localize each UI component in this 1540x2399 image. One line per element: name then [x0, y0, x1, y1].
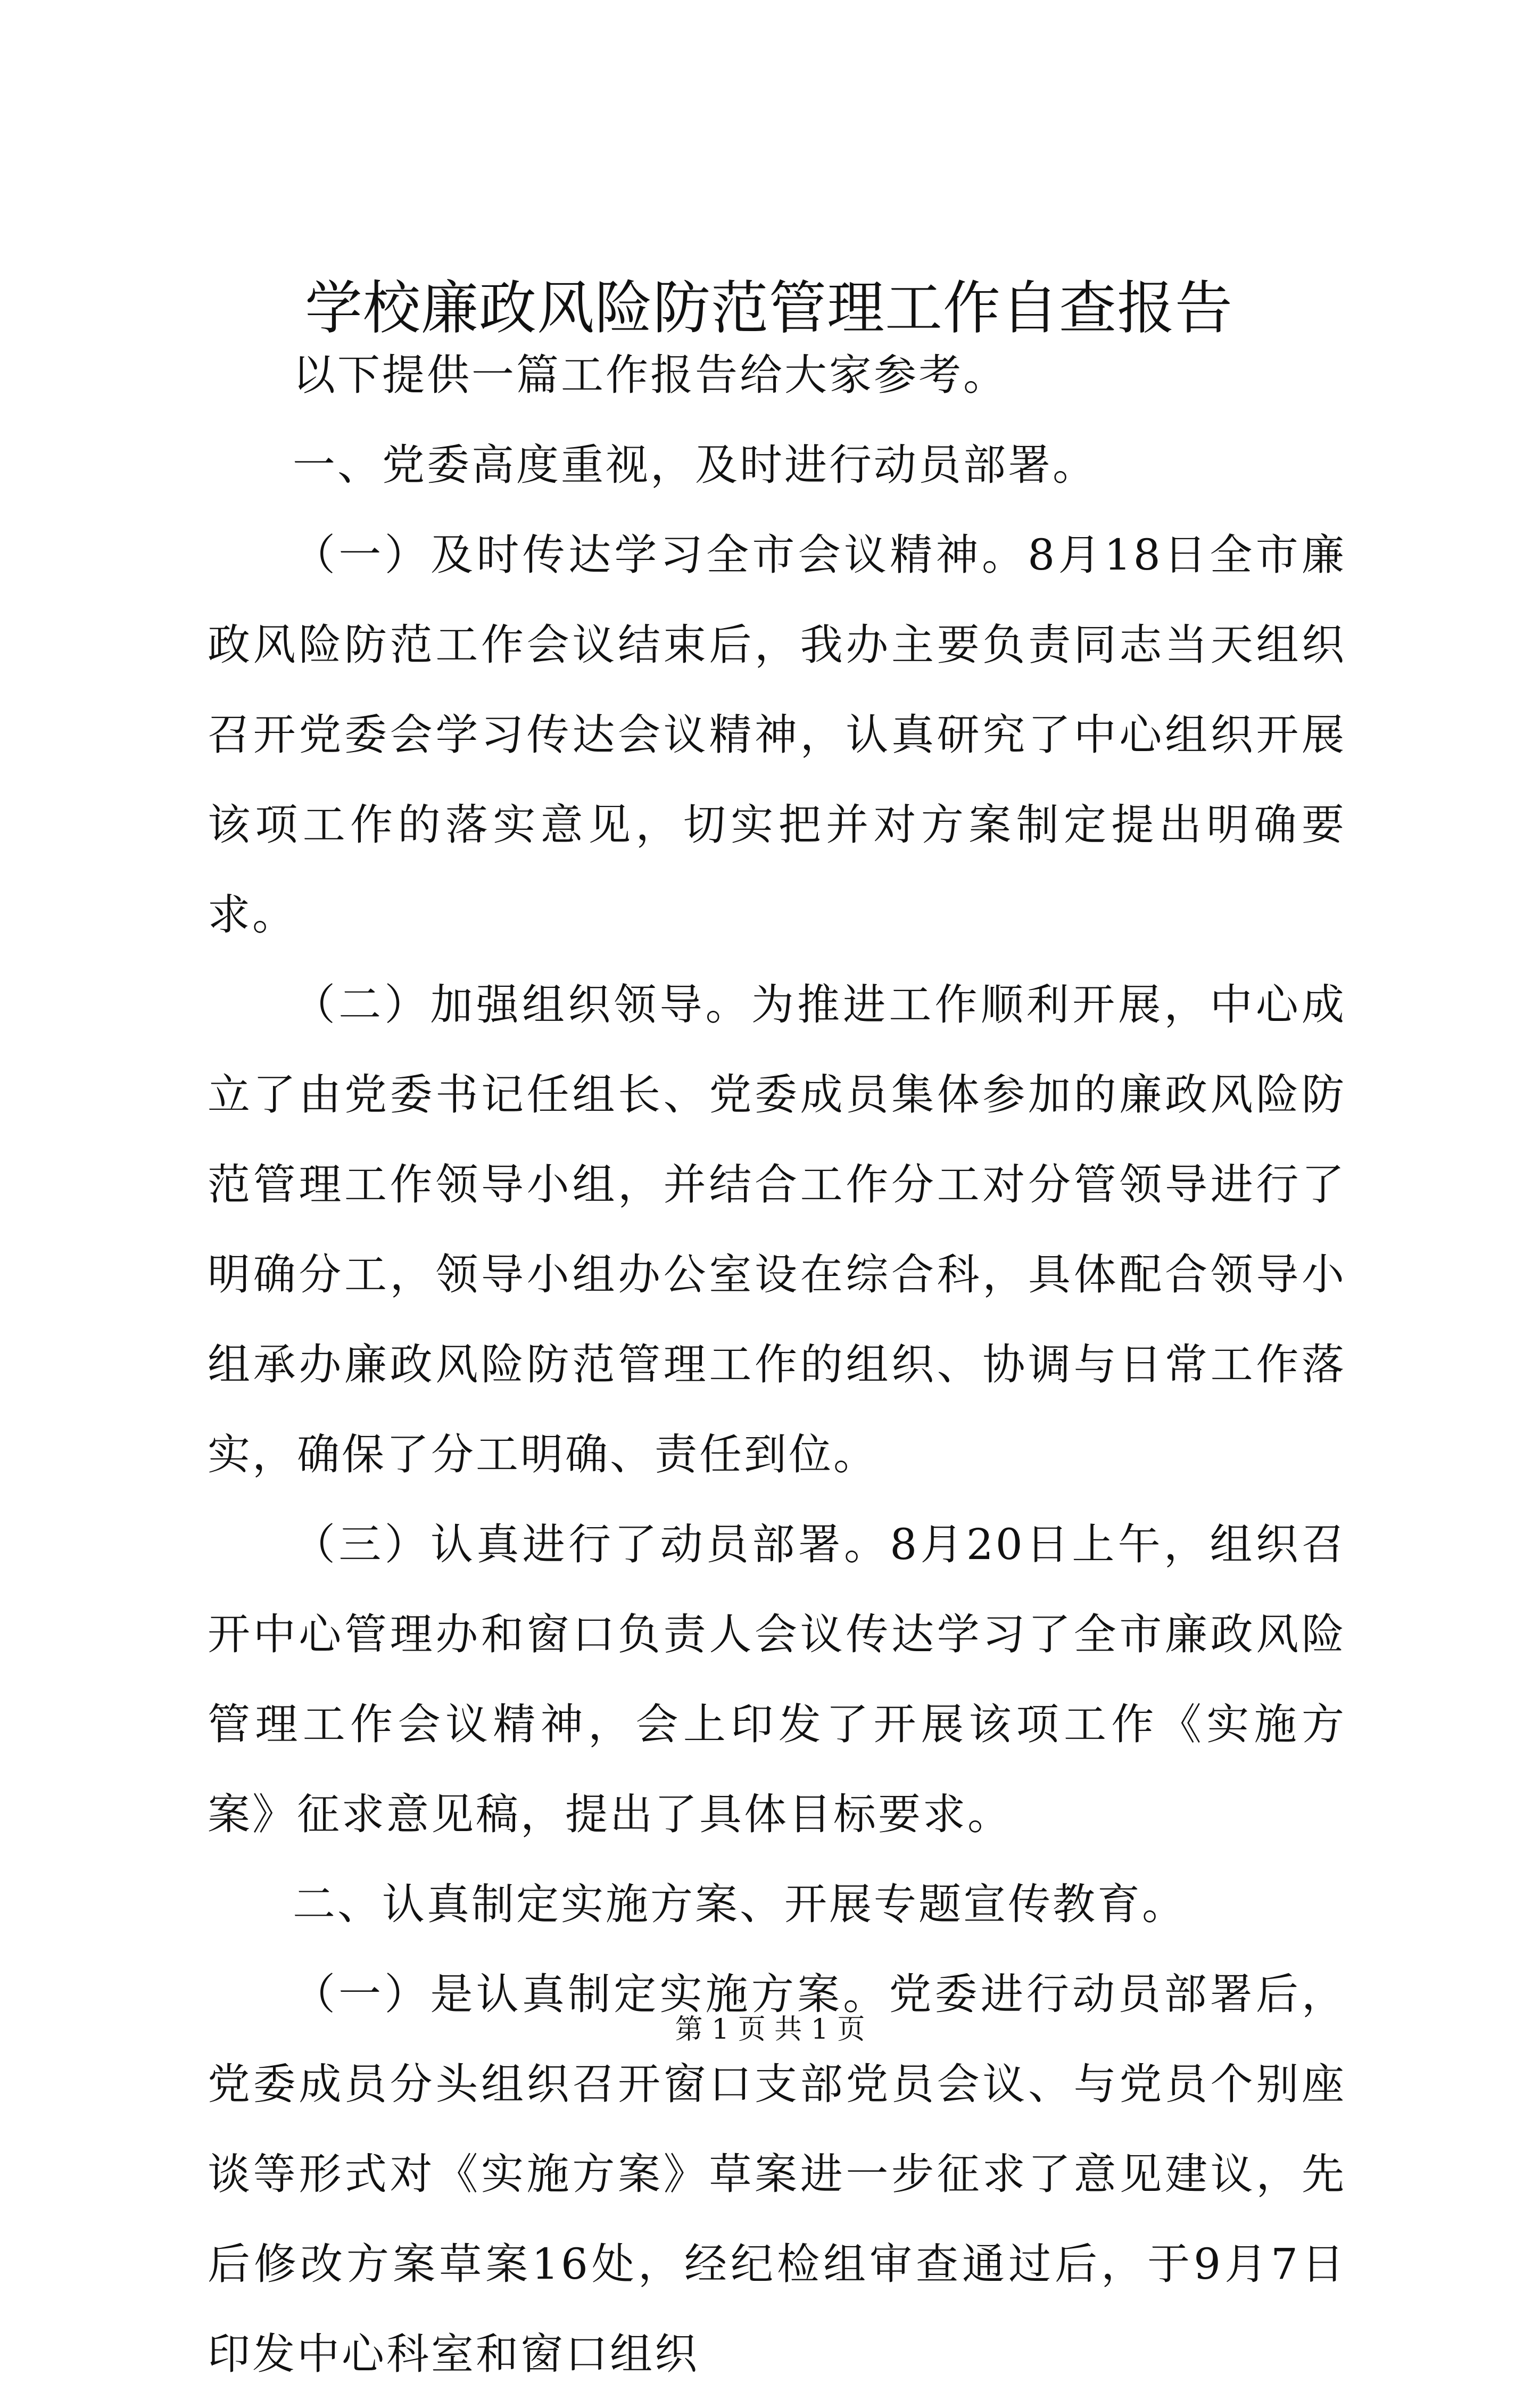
paragraph-section-1-item-3: （三）认真进行了动员部署。8月20日上午，组织召开中心管理办和窗口负责人会议传达学习了全市廉政风险管理工作会议精神，会上印发了开展该项工作《实施方案》征求意见稿，提出了具体目标要求。 [208, 1520, 1346, 1839]
page-footer: 第 1 页 共 1 页 [675, 2014, 865, 2046]
paragraph-section-1-heading: 一、党委高度重视，及时进行动员部署。 [293, 440, 1097, 490]
paragraph-section-1-item-1: （一）及时传达学习全市会议精神。8月18日全市廉政风险防范工作会议结束后，我办主要负责同志当天组织召开党委会学习传达会议精神，认真研究了中心组织开展该项工作的落实意见，切实把并对方案制定提出明确要求。 [208, 530, 1346, 939]
paragraph-section-2-heading: 二、认真制定实施方案、开展专题宣传教育。 [293, 1879, 1187, 1929]
paragraph-section-2-item-1: （一）是认真制定实施方案。党委进行动员部署后，党委成员分头组织召开窗口支部党员会议、与党员个别座谈等形式对《实施方案》草案进一步征求了意见建议，先后修改方案草案16处，经纪检组审查通过后，于9月7日印发中心科室和窗口组织 [208, 1969, 1346, 2379]
paragraph-section-1-item-2: （二）加强组织领导。为推进工作顺利开展，中心成立了由党委书记任组长、党委成员集体参加的廉政风险防范管理工作领导小组，并结合工作分工对分管领导进行了明确分工，领导小组办公室设在综合科，具体配合领导小组承办廉政风险防范管理工作的组织、协调与日常工作落实，确保了分工明确、责任到位。 [208, 980, 1346, 1479]
document-title: 学校廉政风险防范管理工作自查报告 [304, 275, 1233, 342]
paragraph-intro: 以下提供一篇工作报告给大家参考。 [293, 350, 1008, 400]
document-body [208, 330, 1346, 2399]
